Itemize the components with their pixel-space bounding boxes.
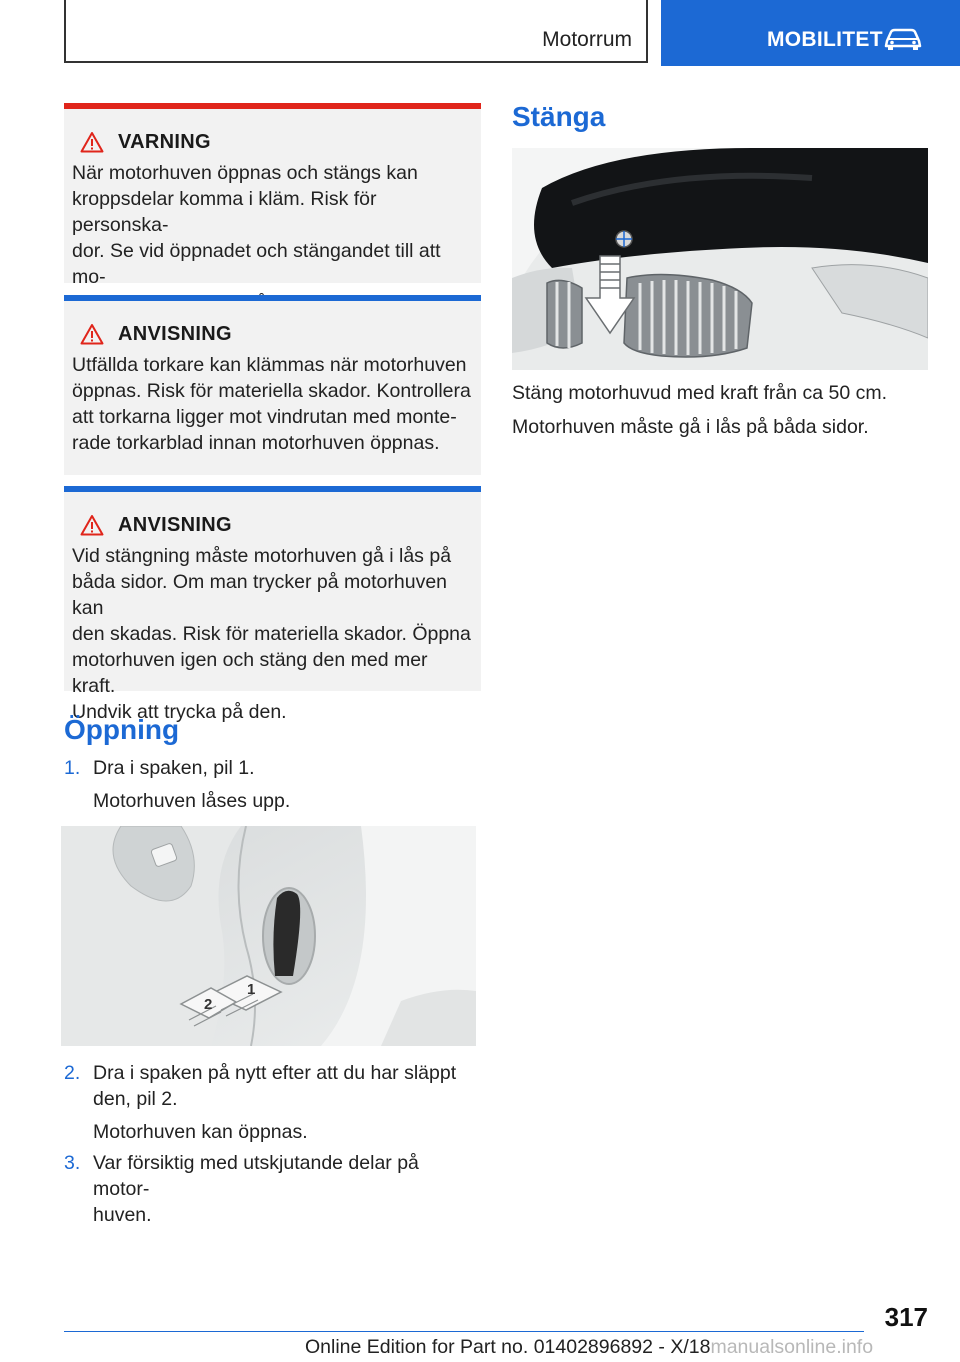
opening-heading: Öppning xyxy=(64,714,180,745)
step-2 xyxy=(64,1060,480,1112)
step-1-result: Motorhuven låses upp. xyxy=(93,790,291,812)
header-chapter-label: MOBILITET xyxy=(767,28,883,51)
step-text: Var försiktig med utskjutande delar på motor- huven. xyxy=(93,1152,419,1226)
page-number: 317 xyxy=(884,1302,928,1332)
notice-title: ANVISNING xyxy=(118,513,232,536)
warning-triangle-icon xyxy=(80,131,104,153)
hood-closing-illustration xyxy=(512,148,928,370)
notice-title: ANVISNING xyxy=(118,322,232,345)
warning-title-row xyxy=(72,128,473,156)
step-text: Dra i spaken på nytt efter att du har släppt den, pil 2. xyxy=(93,1062,457,1110)
notice-box xyxy=(64,295,481,475)
edition-text: Online Edition for Part no. 01402896892 - X/18 xyxy=(305,1336,711,1358)
footer-edition xyxy=(305,1336,873,1359)
step-number: 3. xyxy=(64,1152,81,1174)
footer-divider xyxy=(64,1331,864,1332)
header-section-box xyxy=(64,0,648,63)
step-2-result: Motorhuven kan öppnas. xyxy=(93,1121,308,1143)
warning-box xyxy=(64,103,481,288)
notice-text: Utfällda torkare kan klämmas när motorhuven öppnas. Risk för materiella skador. Kontrollera att torkarna ligger mot vindrutan med monte- rade torkarblad innan motorhuven öppnas. xyxy=(72,354,471,454)
warning-triangle-icon xyxy=(80,514,104,536)
notice-box xyxy=(64,486,481,723)
closing-paragraph-1: Stäng motorhuvud med kraft från ca 50 cm. xyxy=(512,382,888,404)
watermark: manualsonline.info xyxy=(710,1336,874,1358)
arrow-label-2: 2 xyxy=(204,996,213,1013)
closing-paragraph-2: Motorhuven måste gå i lås på båda sidor. xyxy=(512,416,869,438)
warning-title: VARNING xyxy=(118,130,211,153)
step-number: 2. xyxy=(64,1062,81,1084)
notice-title-row xyxy=(72,320,473,348)
hood-release-lever-illustration xyxy=(61,826,476,1046)
notice-text: Vid stängning måste motorhuven gå i lås på båda sidor. Om man trycker på motorhuven kan den skadas. Risk för materiella skador. Öppna motorhuven igen och stäng den med mer kraft. Undvik att trycka på den. xyxy=(72,545,471,723)
warning-text: När motorhuven öppnas och stängs kan kroppsdelar komma i kläm. Risk för personska- dor. Se vid öppnadet och stängandet till att mo- xyxy=(72,162,441,288)
step-text: Dra i spaken, pil 1. xyxy=(93,757,255,779)
car-icon xyxy=(883,27,923,51)
step-1 xyxy=(64,755,480,781)
notice-title-row xyxy=(72,511,473,539)
arrow-label-1: 1 xyxy=(247,981,256,998)
header-chapter-tab xyxy=(661,0,960,66)
closing-heading: Stänga xyxy=(512,101,606,132)
step-number: 1. xyxy=(64,757,81,779)
header-section-title: Motorrum xyxy=(542,28,632,51)
step-3 xyxy=(64,1150,480,1228)
warning-triangle-icon xyxy=(80,323,104,345)
